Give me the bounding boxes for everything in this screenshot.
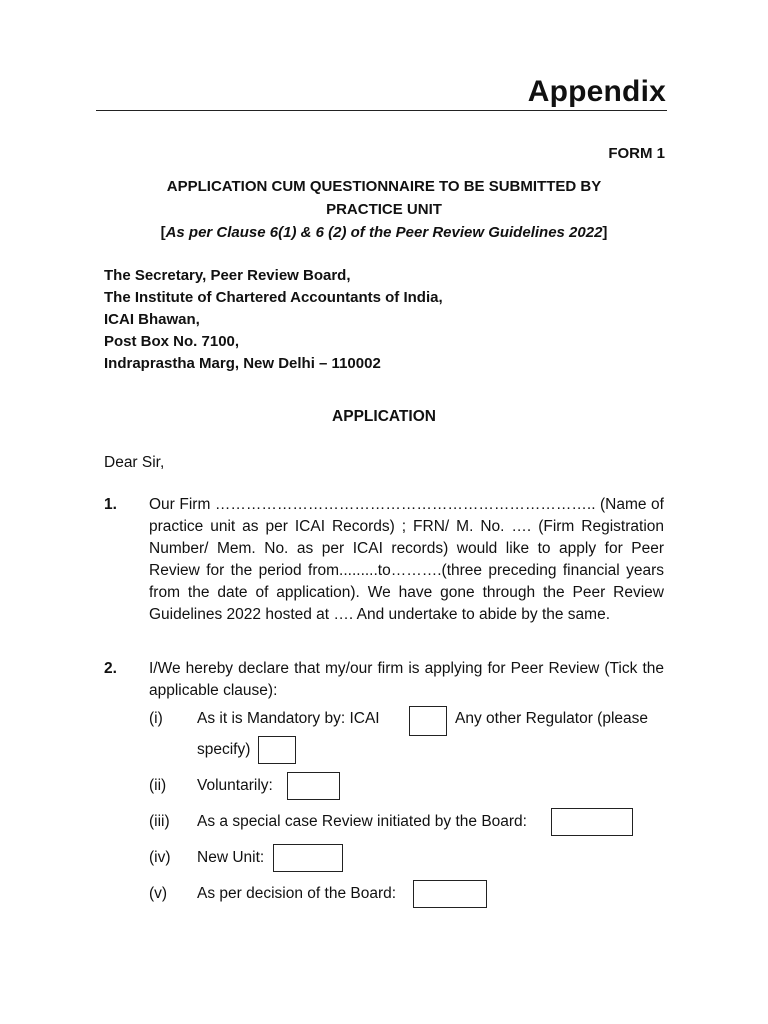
address-line: Indraprastha Marg, New Delhi – 110002 bbox=[104, 355, 381, 372]
address-line: Post Box No. 7100, bbox=[104, 333, 240, 350]
item-1-text: Our Firm ……………………………………………………………….. (Name of practice unit as per ICAI Records) ; FRN/ M. No. …. (Firm Registration Number/ Mem. No. as per ICAI records) would like to apply for Peer Review for the period from.........to……….(three preceding financial years from the date of application). We have gone through the Peer Review Guidelines 2022 hosted at …. And undertake to abide by the same. bbox=[149, 496, 664, 623]
option-iii-label: As a special case Review initiated by the Board: bbox=[197, 813, 527, 830]
item-2-number: 2. bbox=[104, 660, 117, 677]
option-iv-label: New Unit: bbox=[197, 849, 265, 866]
option-ii-label: Voluntarily: bbox=[197, 777, 273, 794]
option-i-specify-label: specify) bbox=[197, 741, 251, 758]
address-line: ICAI Bhawan, bbox=[104, 311, 200, 328]
option-ii-number: (ii) bbox=[149, 777, 167, 794]
clause-text: As per Clause 6(1) & 6 (2) of the Peer Review Guidelines 2022 bbox=[165, 224, 603, 241]
application-heading: APPLICATION bbox=[332, 408, 436, 425]
option-i-number: (i) bbox=[149, 710, 163, 727]
icai-checkbox[interactable] bbox=[409, 706, 447, 736]
address-block bbox=[104, 265, 443, 375]
title-line-2: PRACTICE UNIT bbox=[326, 201, 442, 218]
header-rule bbox=[96, 110, 667, 111]
option-v-label: As per decision of the Board: bbox=[197, 885, 397, 902]
option-i-label: As it is Mandatory by: ICAI bbox=[197, 710, 380, 727]
address-line: The Institute of Chartered Accountants of India, bbox=[104, 289, 443, 306]
option-iii-number: (iii) bbox=[149, 813, 170, 830]
address-line: The Secretary, Peer Review Board, bbox=[104, 267, 351, 284]
special-case-checkbox[interactable] bbox=[551, 808, 633, 836]
item-1-number: 1. bbox=[104, 496, 117, 513]
new-unit-checkbox[interactable] bbox=[273, 844, 343, 872]
option-v-number: (v) bbox=[149, 885, 168, 902]
option-i-other-label: Any other Regulator (please bbox=[455, 710, 649, 727]
title-line-1: APPLICATION CUM QUESTIONNAIRE TO BE SUBMITTED BY bbox=[166, 178, 602, 195]
option-iv-number: (iv) bbox=[149, 849, 171, 866]
bracket-close: ] bbox=[602, 224, 608, 241]
board-decision-checkbox[interactable] bbox=[413, 880, 487, 908]
item-2-text: I/We hereby declare that my/our firm is applying for Peer Review (Tick the applicable clause): bbox=[149, 660, 664, 699]
other-regulator-checkbox[interactable] bbox=[258, 736, 296, 764]
voluntarily-checkbox[interactable] bbox=[287, 772, 340, 800]
title-clause bbox=[96, 224, 672, 241]
form-label: FORM 1 bbox=[608, 145, 665, 162]
appendix-heading: Appendix bbox=[527, 75, 666, 108]
salutation: Dear Sir, bbox=[104, 454, 165, 471]
bracket-open: [ bbox=[160, 224, 166, 241]
